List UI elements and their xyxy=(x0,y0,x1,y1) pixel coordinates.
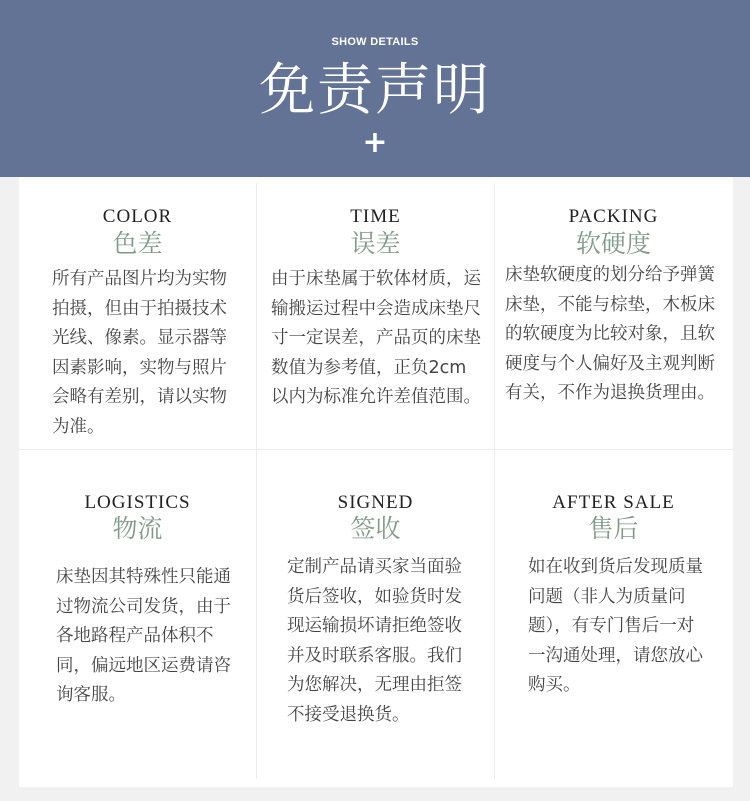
card-description: 如在收到货后发现质量问题（非人为质量问题），有专门售后一对一沟通处理，请您放心购买。 xyxy=(528,557,703,695)
card-title-zh: 物流 xyxy=(112,514,163,543)
card-title-zh: 签收 xyxy=(350,514,401,543)
plus-icon: + xyxy=(362,125,388,160)
disclaimer-grid xyxy=(19,177,733,787)
card-title-en: PACKING xyxy=(568,206,659,227)
card-description: 床垫因其特殊性只能通过物流公司发货，由于各地路程产品体积不同，偏远地区运费请咨询客服。 xyxy=(56,567,231,705)
card-after-sale xyxy=(495,467,732,757)
card-signed xyxy=(257,467,494,757)
card-title-en: COLOR xyxy=(102,206,173,227)
card-description: 由于床垫属于软体材质，运输搬运过程中会造成床垫尺寸一定误差，产品页的床垫数值为参考值，正负2cm以内为标准允许差值范围。 xyxy=(271,269,481,407)
card-packing xyxy=(495,177,732,467)
card-logistics xyxy=(19,467,256,757)
card-title-en: LOGISTICS xyxy=(84,492,191,513)
card-title-zh: 售后 xyxy=(588,514,639,543)
card-title-zh: 软硬度 xyxy=(575,229,651,258)
card-title-en: AFTER SALE xyxy=(552,492,675,513)
card-title-zh: 色差 xyxy=(112,229,163,258)
card-title-zh: 误差 xyxy=(350,229,401,258)
card-description: 所有产品图片均为实物拍摄，但由于拍摄技术光线、像素。显示器等因素影响，实物与照片会略有差别，请以实物为准。 xyxy=(52,269,227,437)
card-description: 定制产品请买家当面验货后签收，如验货时发现运输损坏请拒绝签收并及时联系客服。我们为您解决，无理由拒签不接受退换货。 xyxy=(287,557,462,725)
card-color xyxy=(19,177,256,467)
page-title: 免责声明 xyxy=(259,58,491,123)
card-time xyxy=(257,177,494,467)
card-description: 床垫软硬度的划分给予弹簧床垫，不能与棕垫，木板床的软硬度为比较对象，且软硬度与个人偏好及主观判断有关，不作为退换货理由。 xyxy=(505,265,715,403)
card-title-en: TIME xyxy=(350,206,401,227)
card-title-en: SIGNED xyxy=(337,492,414,513)
header-kicker: SHOW DETAILS xyxy=(331,36,419,48)
header-banner xyxy=(0,0,750,177)
